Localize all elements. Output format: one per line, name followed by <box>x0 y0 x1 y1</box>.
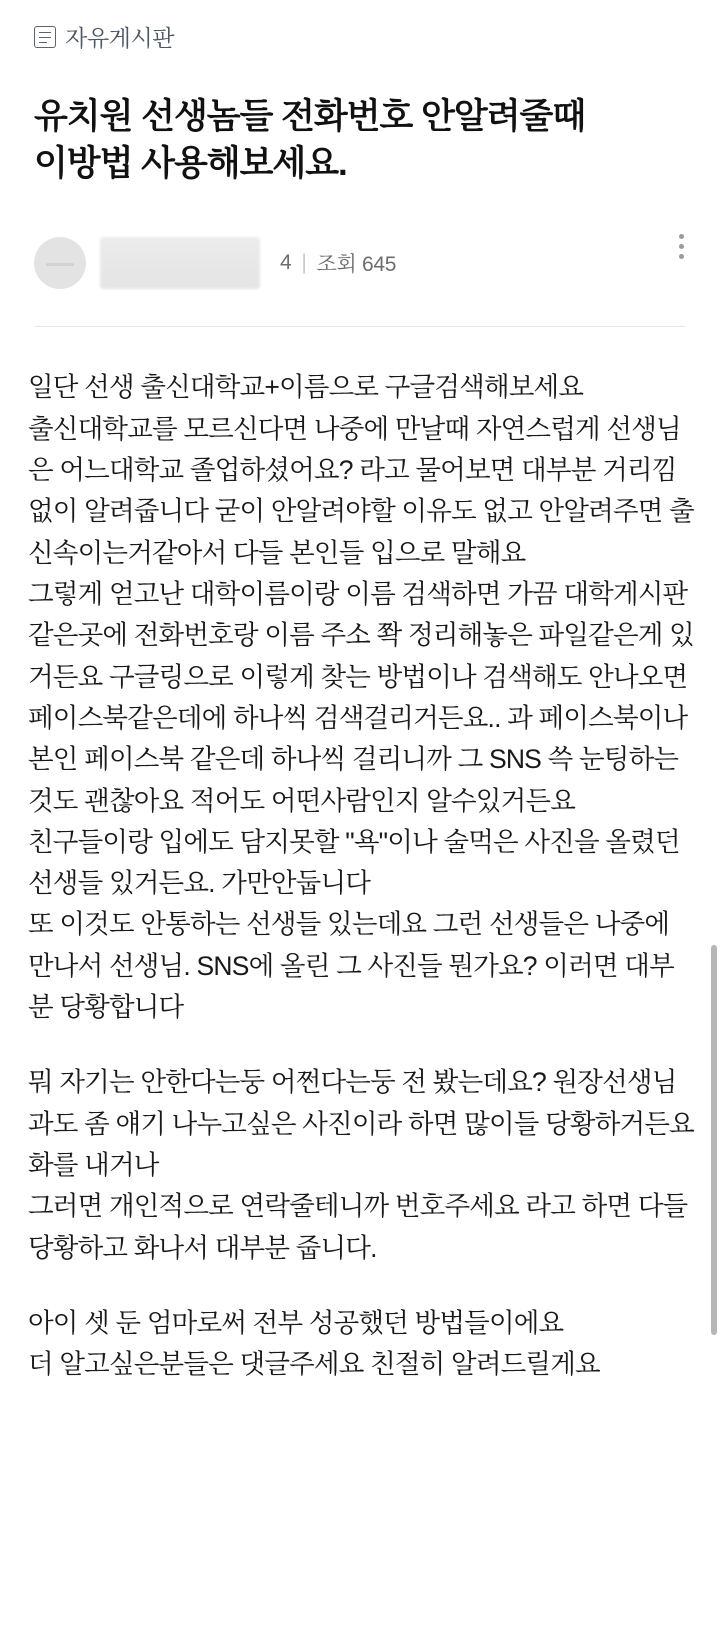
post-paragraph: 일단 선생 출신대학교+이름으로 구글검색해보세요 <box>28 372 584 403</box>
post-paragraph: 또 이것도 안통하는 선생들 있는데요 그런 선생들은 나중에 만나서 선생님. SNS에 올린 그 사진들 뭔가요? 이러면 대부분 당황합니다 <box>28 909 674 1023</box>
avatar <box>34 237 86 289</box>
scrollbar[interactable] <box>711 0 717 1640</box>
post-paragraph: 뭐 자기는 안한다는둥 어쩐다는둥 전 봤는데요? 원장선생님과도 좀 얘기 나누고싶은 사진이라 하면 많이들 당황하거든요 화를 내거나 <box>28 1067 694 1181</box>
comment-count: 4 <box>280 251 292 275</box>
scrollbar-thumb[interactable] <box>711 945 717 1335</box>
post-paragraph: 그렇게 얻고난 대학이름이랑 이름 검색하면 가끔 대학게시판 같은곳에 전화번호랑 이름 주소 쫙 정리해놓은 파일같은게 있거든요 구글링으로 이렇게 찾는 방법이나 검색해도 안나오면 페이스북같은데에 하나씩 검색걸리거든요.. 과 페이스북이나 본인 페이스북 같은데 하나씩 걸리니까 그 SNS 쓱 눈팅하는것도 괜찮아요 적어도 어떤사람인지 알수있거든요 <box>28 578 694 816</box>
board-name[interactable]: 자유게시판 <box>65 25 175 51</box>
post-body <box>0 327 720 1386</box>
author-name-blurred <box>100 237 260 289</box>
meta-counts <box>280 248 396 278</box>
post-meta <box>34 226 686 327</box>
post-paragraph: 출신대학교를 모르신다면 나중에 만날때 자연스럽게 선생님은 어느대학교 졸업하셨어요? 라고 물어보면 대부분 거리낌없이 알려줍니다 굳이 안알려야할 이유도 없고 안알려주면 출신속이는거같아서 다들 본인들 입으로 말해요 <box>28 413 694 568</box>
post-paragraph: 아이 셋 둔 엄마로써 전부 성공했던 방법들이에요 <box>28 1308 564 1339</box>
breadcrumb[interactable] <box>0 0 720 59</box>
more-options-icon[interactable] <box>678 234 684 259</box>
post-paragraph: 더 알고싶은분들은 댓글주세요 친절히 알려드릴게요 <box>28 1349 600 1380</box>
view-count: 조회 645 <box>316 253 397 277</box>
post-paragraph: 그러면 개인적으로 연락줄테니까 번호주세요 라고 하면 다들 당황하고 화나서 대부분 줍니다. <box>28 1191 688 1263</box>
post-paragraph: 친구들이랑 입에도 담지못할 "욕"이나 술먹은 사진을 올렸던 선생들 있거든요. 가만안둡니다 <box>28 826 680 899</box>
board-list-icon <box>34 26 56 48</box>
meta-separator: | <box>301 251 307 275</box>
page-title: 유치원 선생놈들 전화번호 안알려줄때 이방법 사용해보세요. <box>34 97 586 184</box>
